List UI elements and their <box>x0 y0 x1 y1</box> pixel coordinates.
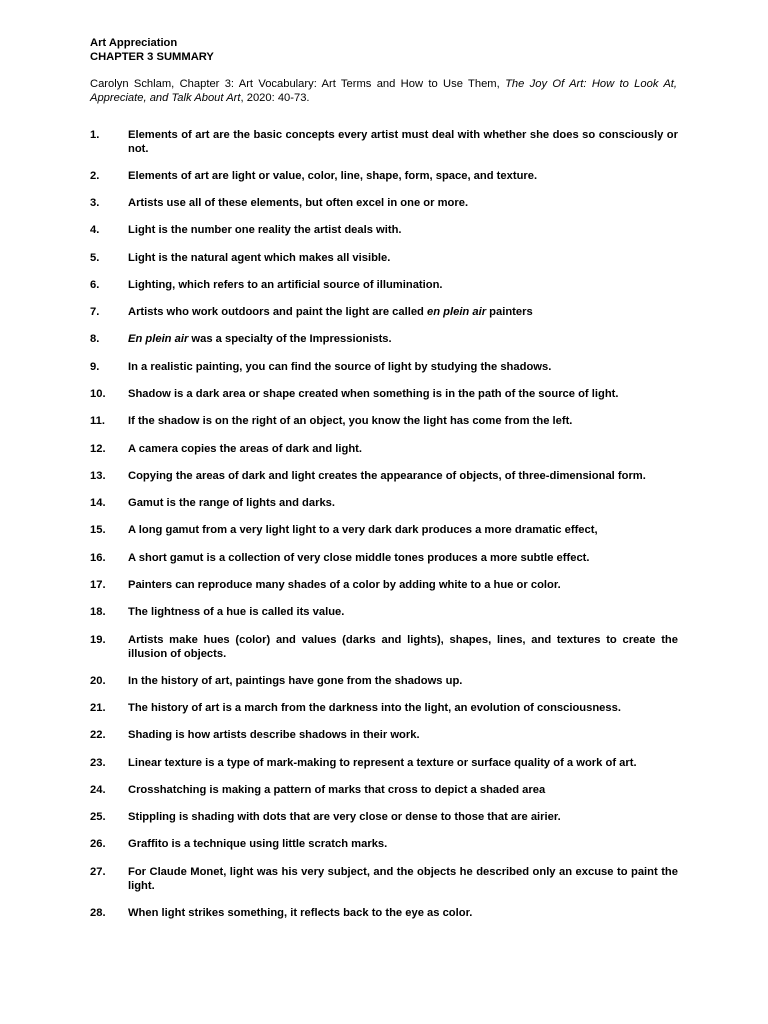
item-text: Stippling is shading with dots that are very close or dense to those that are airier. <box>128 811 561 823</box>
item-text: Light is the number one reality the artist deals with. <box>128 224 402 236</box>
item-number: 26. <box>90 838 106 850</box>
item-number: 12. <box>90 443 106 455</box>
item-number: 28. <box>90 907 106 919</box>
item-number: 1. <box>90 129 100 141</box>
chapter-title: CHAPTER 3 SUMMARY <box>90 51 214 63</box>
item-text: Artists who work outdoors and paint the light are called en plein air painters <box>128 306 533 318</box>
item-text: Shadow is a dark area or shape created when something is in the path of the source of light. <box>128 388 619 400</box>
item-number: 7. <box>90 306 100 318</box>
item-text: Elements of art are the basic concepts every artist must deal with whether she does so consciously or not. <box>128 129 678 155</box>
item-number: 21. <box>90 702 106 714</box>
item-number: 10. <box>90 388 106 400</box>
item-text: Painters can reproduce many shades of a color by adding white to a hue or color. <box>128 579 561 591</box>
item-text: Lighting, which refers to an artificial source of illumination. <box>128 279 443 291</box>
item-text: When light strikes something, it reflects back to the eye as color. <box>128 907 473 919</box>
item-text: Elements of art are light or value, color, line, shape, form, space, and texture. <box>128 170 538 182</box>
item-number: 24. <box>90 784 106 796</box>
item-number: 27. <box>90 866 106 878</box>
item-text: Shading is how artists describe shadows in their work. <box>128 729 420 741</box>
citation-book-title: The Joy Of Art: How to Look At, Appreciate, and Talk About Art <box>90 78 677 104</box>
item-text: Crosshatching is making a pattern of marks that cross to depict a shaded area <box>128 784 546 796</box>
item-number: 4. <box>90 224 100 236</box>
item-text: The history of art is a march from the darkness into the light, an evolution of consciousness. <box>128 702 621 714</box>
item-text: Artists make hues (color) and values (darks and lights), shapes, lines, and textures to create the illusion of objects. <box>128 634 678 660</box>
item-number: 19. <box>90 634 106 646</box>
item-number: 23. <box>90 757 106 769</box>
item-text: Copying the areas of dark and light creates the appearance of objects, of three-dimensional form. <box>128 470 646 482</box>
citation-suffix: , 2020: 40-73. <box>240 92 310 104</box>
item-number: 20. <box>90 675 106 687</box>
item-number: 11. <box>90 415 105 427</box>
item-text: The lightness of a hue is called its value. <box>128 606 345 618</box>
item-text: En plein air was a specialty of the Impressionists. <box>128 333 392 345</box>
item-text: Gamut is the range of lights and darks. <box>128 497 336 509</box>
item-text: In the history of art, paintings have gone from the shadows up. <box>128 675 463 687</box>
item-number: 14. <box>90 497 106 509</box>
item-text: In a realistic painting, you can find the source of light by studying the shadows. <box>128 361 552 373</box>
course-title: Art Appreciation <box>90 37 178 49</box>
citation-prefix: Carolyn Schlam, Chapter 3: Art Vocabulary: Art Terms and How to Use Them, <box>90 78 506 90</box>
item-text: A camera copies the areas of dark and light. <box>128 443 362 455</box>
item-text: Light is the natural agent which makes all visible. <box>128 252 391 264</box>
item-text: Graffito is a technique using little scratch marks. <box>128 838 388 850</box>
item-number: 15. <box>90 524 106 536</box>
item-number: 16. <box>90 552 106 564</box>
item-number: 13. <box>90 470 106 482</box>
item-number: 18. <box>90 606 106 618</box>
item-number: 6. <box>90 279 100 291</box>
item-number: 17. <box>90 579 106 591</box>
item-text: A short gamut is a collection of very close middle tones produces a more subtle effect. <box>128 552 590 564</box>
item-number: 3. <box>90 197 100 209</box>
item-number: 22. <box>90 729 106 741</box>
item-text: Artists use all of these elements, but often excel in one or more. <box>128 197 469 209</box>
item-number: 2. <box>90 170 100 182</box>
item-text: Linear texture is a type of mark-making to represent a texture or surface quality of a work of art. <box>128 757 637 769</box>
item-number: 25. <box>90 811 106 823</box>
item-number: 9. <box>90 361 100 373</box>
item-text: A long gamut from a very light light to a very dark dark produces a more dramatic effect, <box>128 524 598 536</box>
item-number: 8. <box>90 333 100 345</box>
item-text: If the shadow is on the right of an object, you know the light has come from the left. <box>128 415 573 427</box>
item-number: 5. <box>90 252 100 264</box>
item-text: For Claude Monet, light was his very subject, and the objects he described only an excuse to paint the light. <box>128 866 678 892</box>
